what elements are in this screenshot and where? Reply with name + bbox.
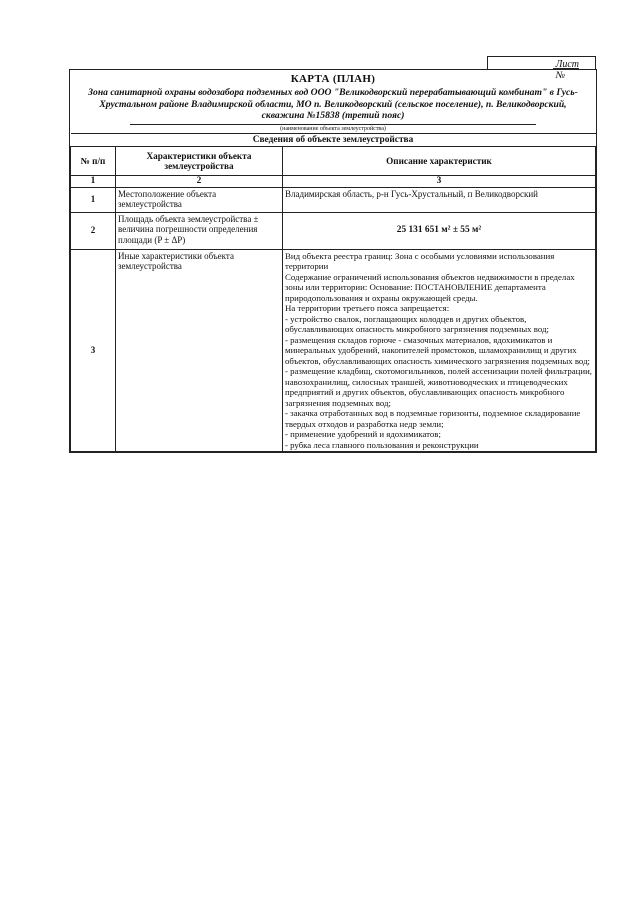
column-header-index: № п/п bbox=[71, 147, 116, 176]
object-name-caption: (наименование объекта землеустройства) bbox=[280, 125, 386, 132]
table-row bbox=[71, 187, 596, 212]
row-characteristic: Площадь объекта землеустройства ± величина погрешности определения площади (P ± ΔP) bbox=[116, 212, 283, 249]
row-value: 25 131 651 м² ± 55 м² bbox=[283, 212, 596, 249]
column-header-characteristic: Характеристики объекта землеустройства bbox=[116, 147, 283, 176]
row-index: 3 bbox=[71, 249, 116, 452]
table-header-row bbox=[71, 147, 596, 176]
document-header bbox=[70, 70, 596, 133]
characteristics-table bbox=[70, 133, 596, 453]
table-row bbox=[71, 249, 596, 452]
document-title: КАРТА (ПЛАН) bbox=[290, 73, 376, 85]
row-characteristic: Местоположение объекта землеустройства bbox=[116, 187, 283, 212]
row-value: Владимирская область, р-н Гусь-Хрустальный, п Великодворский bbox=[283, 187, 596, 212]
description-line: - закачка отработанных вод в подземные горизонты, подземное складирование твердых отходов и разработка недр земли; bbox=[285, 408, 581, 429]
description-line: - применение удобрений и ядохимикатов; bbox=[285, 429, 441, 440]
column-numbers-row bbox=[71, 176, 596, 188]
document-frame bbox=[69, 69, 597, 453]
row-index: 2 bbox=[71, 212, 116, 249]
row-characteristic: Иные характеристики объекта землеустройства bbox=[116, 249, 283, 452]
sheet-label: Лист № bbox=[555, 59, 579, 81]
sheet-number-blank bbox=[553, 59, 579, 69]
column-number: 3 bbox=[283, 176, 596, 188]
row-index: 1 bbox=[71, 187, 116, 212]
section-title: Сведения об объекте землеустройства bbox=[71, 133, 596, 147]
section-title-row bbox=[71, 133, 596, 147]
column-number: 2 bbox=[116, 176, 283, 188]
document-subtitle: Зона санитарной охраны водозабора подземных вод ООО "Великодворский перерабатывающий комбинат" в Гусь-Хрустальном районе Владимирской области, МО п. Великодворский (сельское поселение), п. Великодворский, скважина №15838 (третий пояс) bbox=[88, 87, 578, 121]
description-line: Содержание ограничений использования объектов недвижимости в пределах зоны или территории: Основание: ПОСТАНОВЛЕНИЕ департамента природопользования и охраны окружающей среды. bbox=[285, 271, 575, 303]
description-line: - рубка леса главного пользования и реконструкции bbox=[285, 439, 479, 450]
row-description bbox=[283, 249, 596, 452]
table-row bbox=[71, 212, 596, 249]
description-line: На территории третьего пояса запрещается: bbox=[285, 303, 450, 314]
sheet-number-box bbox=[487, 56, 596, 81]
description-line: - размещение кладбищ, скотомогильников, полей ассенизации полей фильтрации, навозохранилищ, силосных траншей, животноводческих и птицеводческих предприятий и других объектов, обуславливающих опасность микробного загрязнения подземных вод; bbox=[285, 366, 592, 408]
description-line: - устройство свалок, поглащающих колодцев и других объектов, обуславливающих опасность микробного загрязнения подземных вод; bbox=[285, 313, 549, 335]
description-line: - размещения складов горюче - смазочных материалов, ядохимикатов и минеральных удобрений, накопителей промстоков, шламохранилищ и других объектов, обуславливающих опасность химического загрязнения подземных вод; bbox=[285, 334, 590, 366]
column-header-description: Описание характеристик bbox=[283, 147, 596, 176]
column-number: 1 bbox=[71, 176, 116, 188]
description-line: Вид объекта реестра границ: Зона с особыми условиями использования территории bbox=[285, 250, 555, 272]
